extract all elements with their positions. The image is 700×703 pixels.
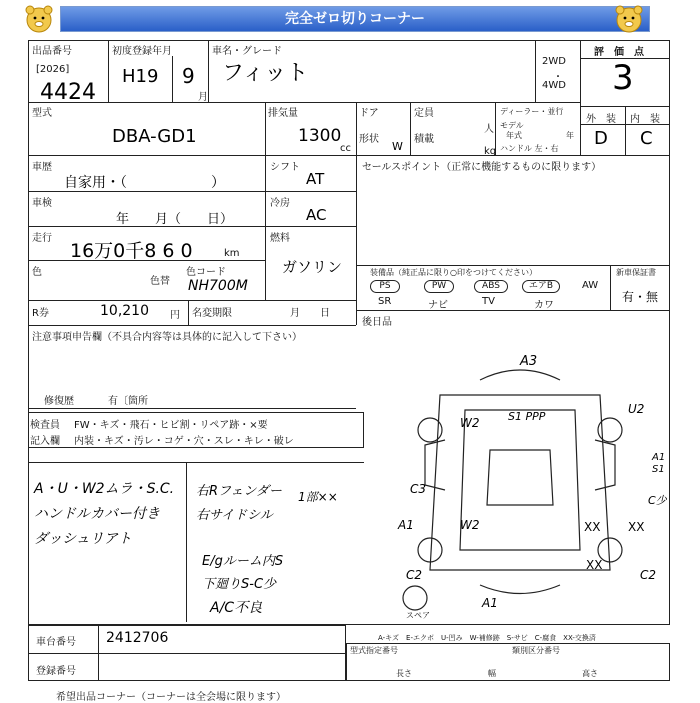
equip-sr: SR bbox=[378, 296, 392, 307]
mark-s1-ppp: S1 PPP bbox=[508, 410, 546, 423]
model-label: 型式 bbox=[32, 108, 52, 119]
mark-w2-rear: W2 bbox=[460, 518, 480, 532]
equip-airbag: エアB bbox=[522, 280, 560, 293]
banner bbox=[0, 0, 700, 40]
history-label: 車歴 bbox=[32, 162, 52, 173]
chassis-label: 車台番号 bbox=[36, 637, 76, 648]
load-unit: kg bbox=[484, 146, 497, 157]
registration-month-unit: 月 bbox=[198, 92, 208, 103]
mark-c2-left: C2 bbox=[406, 568, 423, 582]
inspection-value: 年 月（ 日） bbox=[116, 212, 234, 227]
door-shape-label: 形状 bbox=[359, 134, 379, 145]
spec-height: 高さ bbox=[582, 669, 598, 678]
notes-label: 注意事項申告欄（不具合内容等は具体的に記入して下さい） bbox=[32, 332, 302, 343]
dealer-year-label: 年式 bbox=[506, 131, 522, 140]
recycle-label: R券 bbox=[32, 308, 49, 319]
registration-era-year: H19 bbox=[122, 66, 159, 87]
mark-xx-1: XX bbox=[584, 520, 601, 534]
note-right-5: 下廻りS-C少 bbox=[202, 577, 277, 592]
repair-label: 修復歴 bbox=[44, 396, 74, 407]
door-label: ドア bbox=[359, 108, 379, 119]
dealer-year-unit: 年 bbox=[566, 131, 574, 140]
mileage-unit: km bbox=[224, 248, 240, 259]
damage-legend: A-キズ E-エクボ U-凹み W-補修跡 S-サビ C-腐食 XX-交換済 bbox=[378, 634, 596, 642]
mileage-label: 走行 bbox=[32, 233, 52, 244]
equip-navi: ナビ bbox=[428, 300, 448, 311]
ac-value: AC bbox=[306, 206, 327, 224]
dealer-model-label: モデル bbox=[500, 121, 524, 130]
name-label: 車名・グレード bbox=[212, 46, 282, 57]
spec-label-2: 類別区分番号 bbox=[512, 646, 560, 655]
bottom-banner: 希望出品コーナー（コーナーは全会場に限ります） bbox=[56, 692, 286, 703]
registration-label: 初度登録年月 bbox=[112, 46, 172, 57]
drive-dot: ・ bbox=[553, 72, 563, 83]
inspection-label: 車検 bbox=[32, 198, 52, 209]
reg-number-label: 登録番号 bbox=[36, 666, 76, 677]
displacement-value: 1300 bbox=[298, 126, 342, 146]
drive-4wd: 4WD bbox=[542, 80, 566, 91]
equip-aw: AW bbox=[582, 280, 599, 291]
mark-a1-bottom: A1 bbox=[482, 596, 498, 610]
capacity-unit: 人 bbox=[484, 124, 494, 135]
equipment-label: 装備品（純正品に限り○印をつけてください） bbox=[370, 268, 537, 277]
spare-label: スペア bbox=[406, 611, 430, 620]
new-warranty-value: 有・無 bbox=[622, 290, 659, 304]
color-code-label: 色コード bbox=[186, 267, 226, 278]
name-change-value: 月 日 bbox=[290, 308, 330, 319]
bear-mascot-icon bbox=[612, 4, 646, 34]
spec-label-1: 型式指定番号 bbox=[350, 646, 398, 655]
car-name-value: フィット bbox=[222, 61, 309, 86]
displacement-label: 排気量 bbox=[268, 108, 298, 119]
note-right-3: 1部×× bbox=[298, 490, 338, 504]
repair-value: 有〔箇所 bbox=[108, 396, 148, 407]
note-right-6: A/C不良 bbox=[210, 600, 263, 616]
spec-length: 長さ bbox=[396, 669, 412, 678]
sales-point-label: セールスポイント（正常に機能するものに限ります） bbox=[362, 162, 602, 173]
color-code-value: NH700M bbox=[188, 278, 248, 294]
registration-month: 9 bbox=[182, 64, 195, 88]
mark-s1-right: S1 bbox=[652, 464, 665, 475]
recycle-value: 10,210 bbox=[100, 303, 149, 319]
spec-width: 幅 bbox=[488, 669, 496, 678]
note-left-1: A・U・W2ムラ・S.C. bbox=[34, 481, 175, 497]
handle-label: ハンドル 左・右 bbox=[500, 144, 559, 153]
mark-u2: U2 bbox=[628, 402, 645, 416]
mark-c2-right: C2 bbox=[640, 568, 657, 582]
displacement-unit: cc bbox=[340, 143, 351, 154]
note-right-2: 右サイドシル bbox=[196, 508, 273, 523]
mark-c3: C3 bbox=[410, 482, 427, 496]
equip-leather: カワ bbox=[534, 300, 554, 311]
grade-label: 評 価 点 bbox=[594, 47, 644, 58]
fuel-label: 燃料 bbox=[270, 233, 290, 244]
mark-xx-3: XX bbox=[586, 558, 603, 572]
history-value: 自家用・（ ） bbox=[64, 175, 225, 191]
new-warranty-label: 新車保証書 bbox=[616, 268, 656, 277]
banner-title: 完全ゼロ切りコーナー bbox=[60, 6, 650, 32]
equip-ps: PS bbox=[370, 280, 400, 293]
interior-label: 内 装 bbox=[630, 114, 660, 125]
mark-a1-right: A1 bbox=[652, 452, 666, 463]
exterior-label: 外 装 bbox=[586, 114, 616, 125]
equip-tv: TV bbox=[482, 296, 495, 307]
interior-value: C bbox=[640, 128, 653, 149]
equip-abs: ABS bbox=[474, 280, 508, 293]
drive-2wd: 2WD bbox=[542, 56, 566, 67]
dealer-label: ディーラー・並行 bbox=[500, 107, 564, 116]
inspector-row-1: FW・キズ・飛石・ヒビ割・リペア跡・×要 bbox=[74, 420, 268, 431]
recycle-unit: 円 bbox=[170, 310, 180, 321]
lot-number: 4424 bbox=[40, 80, 96, 105]
color-tone-label: 色替 bbox=[150, 276, 170, 287]
equip-pw: PW bbox=[424, 280, 454, 293]
note-left-3: ダッシュリアト bbox=[34, 531, 132, 547]
fuel-value: ガソリン bbox=[282, 258, 343, 276]
ac-label: 冷房 bbox=[270, 198, 290, 209]
mark-w2-front: W2 bbox=[460, 416, 480, 430]
shift-value: AT bbox=[306, 170, 325, 188]
mileage-value: 16万0千8 6 0 bbox=[70, 240, 193, 262]
mark-c-small: C少 bbox=[648, 494, 667, 507]
load-label: 積載 bbox=[414, 134, 434, 145]
inspector-row-2: 内装・キズ・汚レ・コゲ・穴・スレ・キレ・破レ bbox=[74, 436, 294, 447]
inspector-label-2: 記入欄 bbox=[30, 436, 60, 447]
name-change-label: 名変期限 bbox=[192, 308, 232, 319]
mark-xx-2: XX bbox=[628, 520, 645, 534]
capacity-label: 定員 bbox=[414, 108, 434, 119]
grade-value: 3 bbox=[612, 58, 634, 98]
note-left-2: ハンドルカバー付き bbox=[34, 506, 160, 522]
color-label: 色 bbox=[32, 267, 42, 278]
rear-items-label: 後日品 bbox=[362, 317, 392, 328]
lot-label: 出品番号 bbox=[32, 46, 72, 57]
shift-label: シフト bbox=[270, 162, 300, 173]
mark-a1-left: A1 bbox=[398, 518, 414, 532]
lot-year-tag: [2026] bbox=[36, 64, 70, 75]
exterior-value: D bbox=[594, 128, 608, 149]
mark-a3: A3 bbox=[520, 354, 538, 369]
note-right-1: 右Rフェンダー bbox=[196, 484, 282, 499]
chassis-value: 2412706 bbox=[106, 630, 169, 646]
model-value: DBA-GD1 bbox=[112, 126, 197, 147]
inspector-label-1: 検査員 bbox=[30, 420, 60, 431]
door-shape-value: W bbox=[392, 140, 403, 153]
bear-mascot-icon bbox=[22, 4, 56, 34]
note-right-4: E/gルーム内S bbox=[202, 554, 284, 569]
